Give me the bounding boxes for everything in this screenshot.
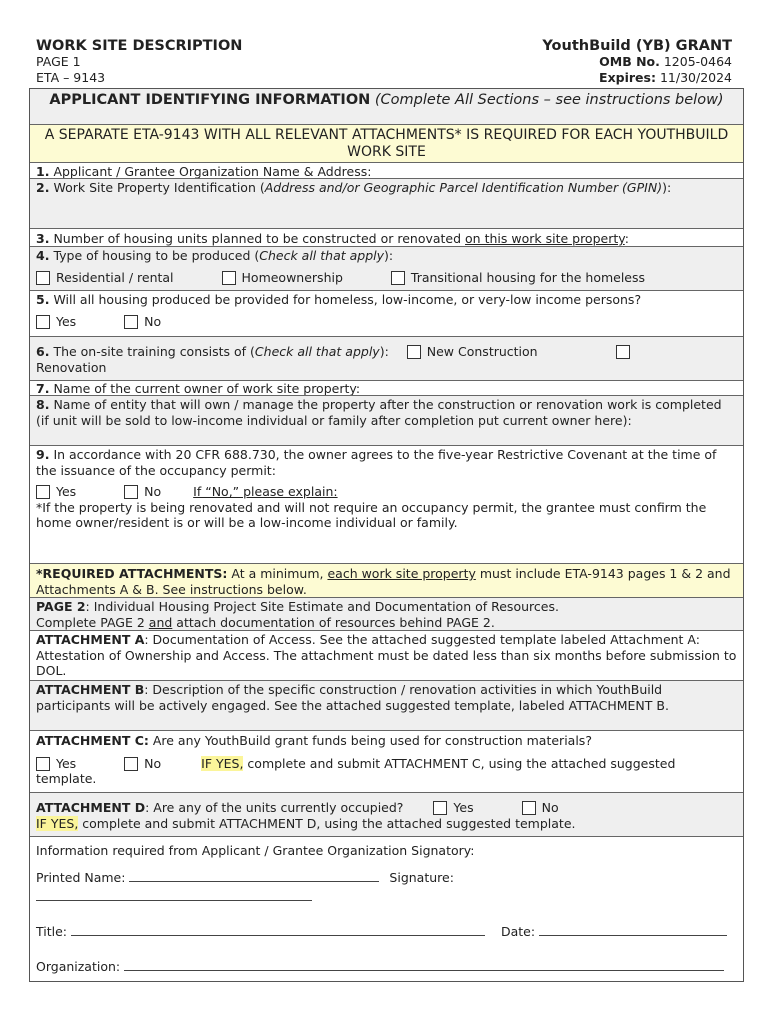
q4-option-label: Transitional housing for the homeless xyxy=(410,269,646,285)
grant-title: YouthBuild (YB) GRANT xyxy=(542,38,732,54)
q3-num: 3. xyxy=(36,231,50,246)
expires-date: 11/30/2024 xyxy=(659,70,732,85)
question-3[interactable] xyxy=(30,229,743,247)
page-2-note xyxy=(30,598,743,631)
q4-option-residential[interactable] xyxy=(36,270,174,286)
page2-text-underline: and xyxy=(148,614,173,630)
q9-footnote: *If the property is being renovated and will not require an occupancy permit, the grantee must confirm the home owner/resident is or will be a low-income individual or family. xyxy=(36,499,707,530)
att-a-label: ATTACHMENT A xyxy=(36,632,145,647)
checkbox[interactable] xyxy=(36,315,50,329)
q6-text-c: ): xyxy=(379,344,389,359)
q7-num: 7. xyxy=(36,381,50,396)
att-d-label: ATTACHMENT D xyxy=(36,800,146,815)
checkbox[interactable] xyxy=(36,271,50,285)
omb-label: OMB No. xyxy=(599,54,660,69)
question-1[interactable] xyxy=(30,163,743,179)
q9-explain: If “No,” please explain: xyxy=(193,484,338,499)
q2-text-c: ): xyxy=(662,180,672,195)
q2-num: 2. xyxy=(36,180,50,195)
signatory-section xyxy=(30,837,743,975)
question-8[interactable] xyxy=(30,396,743,446)
att-d-tail: complete and submit ATTACHMENT D, using the attached suggested template. xyxy=(78,815,576,831)
att-c-if-yes: IF YES, xyxy=(201,755,244,771)
q3-text-underline: on this work site property xyxy=(465,231,625,246)
required-text-underline: each work site property xyxy=(327,566,476,581)
q7-text: Name of the current owner of work site property: xyxy=(53,381,361,396)
omb-number: 1205-0464 xyxy=(663,54,732,69)
required-attachments xyxy=(30,564,743,598)
page2-text-b: Complete PAGE 2 xyxy=(36,614,149,630)
q8-text: Name of entity that will own / manage the property after the construction or renovation work is completed (if unit will be sold to low-income individual or family after completion put current owner here): xyxy=(36,397,722,428)
checkbox[interactable] xyxy=(522,801,536,815)
checkbox[interactable] xyxy=(222,271,236,285)
section-title-note: (Complete All Sections – see instructions below) xyxy=(374,92,724,108)
att-d-option-label: Yes xyxy=(453,800,474,815)
q4-option-label: Residential / rental xyxy=(56,269,174,285)
expires-label: Expires: xyxy=(599,70,656,85)
att-b-label: ATTACHMENT B xyxy=(36,682,145,697)
page2-text-a: : Individual Housing Project Site Estimate and Documentation of Resources. xyxy=(85,599,559,614)
page2-label: PAGE 2 xyxy=(36,599,86,614)
q4-option-label: Homeownership xyxy=(241,269,343,285)
q4-num: 4. xyxy=(36,248,50,263)
separate-notice: A SEPARATE ETA-9143 WITH ALL RELEVANT ATTACHMENTS* IS REQUIRED FOR EACH YOUTHBUILD WORK SITE xyxy=(30,125,743,163)
q3-text-a: Number of housing units planned to be constructed or renovated xyxy=(53,231,466,246)
printed-name-field[interactable] xyxy=(129,869,379,882)
question-6 xyxy=(30,337,743,381)
section-title-main: APPLICANT IDENTIFYING INFORMATION xyxy=(49,92,371,108)
q4-option-homeownership[interactable] xyxy=(222,270,343,286)
section-title xyxy=(30,89,743,125)
att-c-option-label: No xyxy=(144,755,162,771)
att-c-option-yes[interactable] xyxy=(36,756,76,772)
organization-row xyxy=(36,958,737,975)
checkbox[interactable] xyxy=(124,757,138,771)
q5-option-yes[interactable] xyxy=(36,314,76,330)
signature-field[interactable] xyxy=(36,888,312,901)
q4-option-transitional[interactable] xyxy=(391,270,645,286)
question-4 xyxy=(30,247,743,291)
organization-field[interactable] xyxy=(124,958,724,971)
q5-option-label: Yes xyxy=(56,313,77,329)
q2-text-b: Address and/or Geographic Parcel Identification Number (GPIN) xyxy=(264,180,663,195)
checkbox[interactable] xyxy=(124,485,138,499)
q9-num: 9. xyxy=(36,447,50,462)
q9-option-label: No xyxy=(144,484,162,499)
att-b-text: : Description of the specific construction / renovation activities in which YouthBuild participants will be actively engaged. See the attached suggested template, labeled ATTACHMENT B. xyxy=(36,682,669,713)
q5-text: Will all housing produced be provided for homeless, low-income, or very-low income persons? xyxy=(53,292,642,307)
att-c-tail: complete and submit ATTACHMENT C, using the attached suggested template. xyxy=(36,755,676,786)
q9-option-yes[interactable] xyxy=(36,484,76,500)
q5-option-no[interactable] xyxy=(124,314,161,330)
q6-option-label: Renovation xyxy=(36,359,107,375)
title-date-row xyxy=(36,923,737,940)
q5-option-label: No xyxy=(144,313,162,329)
q1-text: Applicant / Grantee Organization Name & Address: xyxy=(53,164,372,179)
q6-num: 6. xyxy=(36,344,50,359)
signature-label: Signature: xyxy=(389,870,454,885)
checkbox[interactable] xyxy=(391,271,405,285)
att-a-text: : Documentation of Access. See the attached suggested template labeled Attachment A: Attestation of Ownership and Access. The attachment must be dated less than six months before submission to DOL. xyxy=(36,632,737,678)
question-2[interactable] xyxy=(30,179,743,229)
form-header xyxy=(36,38,732,88)
page-label: PAGE 1 xyxy=(36,54,81,69)
form-title: WORK SITE DESCRIPTION xyxy=(36,38,243,54)
att-c-text: Are any YouthBuild grant funds being used for construction materials? xyxy=(148,733,592,748)
q9-text: In accordance with 20 CFR 688.730, the owner agrees to the five-year Restrictive Covenant at the time of the issuance of the occupancy permit: xyxy=(36,447,717,478)
attachment-a xyxy=(30,631,743,681)
question-5 xyxy=(30,291,743,337)
checkbox[interactable] xyxy=(407,345,421,359)
q9-option-no[interactable] xyxy=(124,484,161,499)
q2-text-a: Work Site Property Identification ( xyxy=(53,180,265,195)
printed-name-label: Printed Name: xyxy=(36,870,126,885)
att-d-if-yes: IF YES, xyxy=(36,815,79,831)
checkbox[interactable] xyxy=(433,801,447,815)
title-label: Title: xyxy=(36,924,67,939)
attachment-b xyxy=(30,681,743,731)
att-c-option-label: Yes xyxy=(56,755,77,771)
form-body xyxy=(29,88,744,982)
att-d-text: : Are any of the units currently occupied? xyxy=(145,800,404,815)
att-c-label: ATTACHMENT C: xyxy=(36,733,149,748)
page2-text-c: attach documentation of resources behind PAGE 2. xyxy=(172,614,495,630)
att-d-option-yes[interactable] xyxy=(433,800,473,815)
q4-text-b: Check all that apply xyxy=(259,248,384,263)
question-7[interactable] xyxy=(30,381,743,396)
title-field[interactable] xyxy=(71,923,485,936)
organization-label: Organization: xyxy=(36,959,121,974)
required-text-a: At a minimum, xyxy=(231,566,328,581)
attachment-d xyxy=(30,793,743,837)
q6-option-label: New Construction xyxy=(426,344,538,359)
q9-option-label: Yes xyxy=(56,484,77,499)
printed-name-row xyxy=(36,869,737,886)
date-field[interactable] xyxy=(539,923,727,936)
checkbox[interactable] xyxy=(124,315,138,329)
q6-option-new-construction[interactable] xyxy=(407,344,538,359)
checkbox[interactable] xyxy=(36,757,50,771)
checkbox[interactable] xyxy=(36,485,50,499)
q8-num: 8. xyxy=(36,397,50,412)
q6-text-a: The on-site training consists of ( xyxy=(53,344,255,359)
form-number: ETA – 9143 xyxy=(36,70,106,85)
q4-text-c: ): xyxy=(384,248,394,263)
date-label: Date: xyxy=(500,924,536,939)
question-9 xyxy=(30,446,743,564)
att-c-option-no[interactable] xyxy=(124,756,161,771)
q6-text-b: Check all that apply xyxy=(254,344,380,359)
required-text-b: must include ETA-9143 pages 1 & 2 and Attachments A & B. See instructions below. xyxy=(36,566,731,597)
q4-text-a: Type of housing to be produced ( xyxy=(53,248,260,263)
checkbox[interactable] xyxy=(616,345,630,359)
q1-num: 1. xyxy=(36,164,50,179)
signatory-intro: Information required from Applicant / Grantee Organization Signatory: xyxy=(36,843,475,858)
q3-text-c: : xyxy=(624,231,629,246)
q5-num: 5. xyxy=(36,292,50,307)
required-label: *REQUIRED ATTACHMENTS: xyxy=(36,566,228,581)
attachment-c xyxy=(30,731,743,793)
att-d-option-no[interactable] xyxy=(522,800,559,815)
att-d-option-label: No xyxy=(541,800,559,815)
